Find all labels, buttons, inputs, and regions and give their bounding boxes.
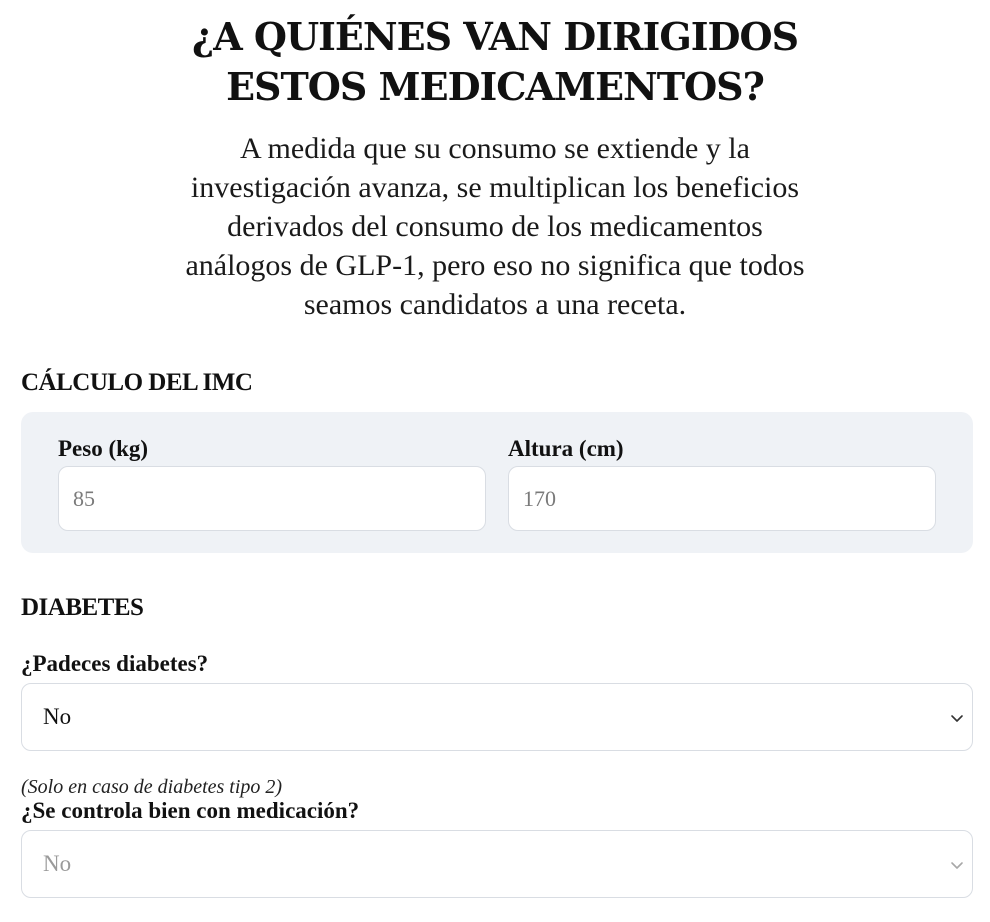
medication-control-select[interactable]	[21, 830, 973, 898]
page-title	[100, 12, 890, 112]
medication-control-select-value: No	[43, 851, 72, 876]
page-title-line: ESTOS MEDICAMENTOS?	[226, 64, 764, 109]
bmi-section-title: CÁLCULO DEL IMC	[21, 369, 253, 396]
intro-paragraph	[120, 129, 870, 324]
diabetes-section-title: DIABETES	[21, 594, 144, 621]
weight-input[interactable]	[58, 466, 486, 531]
type2-note: (Solo en caso de diabetes tipo 2)	[21, 776, 283, 798]
height-input[interactable]	[508, 466, 936, 531]
bmi-panel	[21, 412, 973, 553]
page-title-line: ¿A QUIÉNES VAN DIRIGIDOS	[191, 14, 799, 59]
chevron-down-icon	[950, 858, 964, 872]
intro-line: seamos candidatos a una receta.	[303, 288, 687, 321]
chevron-down-icon	[950, 711, 964, 725]
diabetes-question-label: ¿Padeces diabetes?	[21, 651, 209, 676]
intro-line: investigación avanza, se multiplican los beneficios	[190, 171, 800, 204]
intro-line: derivados del consumo de los medicamentos	[227, 210, 763, 243]
intro-line: análogos de GLP-1, pero eso no significa que todos	[185, 249, 805, 282]
height-label: Altura (cm)	[508, 436, 624, 461]
weight-label: Peso (kg)	[58, 436, 149, 461]
medication-control-question-label: ¿Se controla bien con medicación?	[21, 798, 360, 823]
diabetes-select[interactable]	[21, 683, 973, 751]
intro-line: A medida que su consumo se extiende y la	[240, 132, 750, 165]
diabetes-select-value: No	[43, 704, 72, 729]
